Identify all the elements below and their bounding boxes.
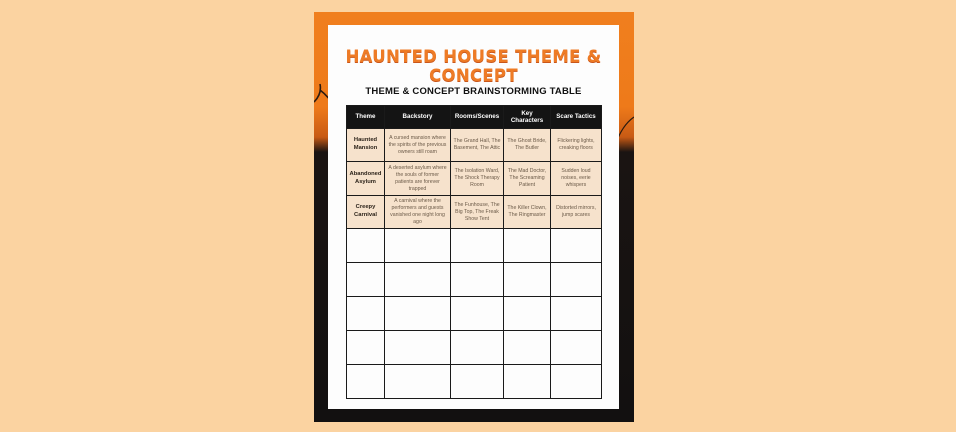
characters-cell: The Mad Doctor, The Screaming Patient [504,162,551,195]
backstory-cell: A deserted asylum where the souls of former patients are forever trapped [385,162,451,195]
empty-cell [451,229,504,263]
table-row-empty [347,229,602,263]
empty-cell [551,263,602,297]
header-theme: Theme [347,106,385,129]
rooms-cell: The Grand Hall, The Basement, The Attic [451,129,504,162]
empty-cell [347,263,385,297]
theme-cell: Creepy Carnival [347,195,385,228]
characters-cell: The Killer Clown, The Ringmaster [504,195,551,228]
table-row [347,129,602,162]
table-header-row [347,106,602,129]
table-row-empty [347,297,602,331]
page-subtitle: THEME & CONCEPT BRAINSTORMING TABLE [365,86,582,97]
page-frame [314,12,634,422]
header-scare-tactics: Scare Tactics [551,106,602,129]
table-row-empty [347,365,602,399]
theme-cell: Abandoned Asylum [347,162,385,195]
page-title: HAUNTED HOUSE THEME & CONCEPT [345,47,602,85]
empty-cell [504,365,551,399]
empty-cell [551,297,602,331]
scare-tactics-cell: Sudden loud noises, eerie whispers [551,162,602,195]
empty-cell [347,229,385,263]
table-row [347,195,602,228]
empty-cell [347,331,385,365]
header-key-characters: Key Characters [504,106,551,129]
empty-cell [385,297,451,331]
brainstorming-table [346,105,602,399]
scare-tactics-cell: Flickering lights, creaking floors [551,129,602,162]
empty-cell [504,263,551,297]
header-rooms-scenes: Rooms/Scenes [451,106,504,129]
empty-cell [451,263,504,297]
empty-cell [551,331,602,365]
empty-cell [451,297,504,331]
empty-cell [347,297,385,331]
header-backstory: Backstory [385,106,451,129]
empty-cell [551,365,602,399]
empty-cell [504,331,551,365]
worksheet-page [328,25,619,409]
empty-cell [504,229,551,263]
empty-cell [504,297,551,331]
characters-cell: The Ghost Bride, The Butler [504,129,551,162]
empty-cell [451,331,504,365]
rooms-cell: The Funhouse, The Big Top, The Freak Show Tent [451,195,504,228]
empty-cell [385,229,451,263]
empty-cell [347,365,385,399]
table-row-empty [347,331,602,365]
scare-tactics-cell: Distorted mirrors, jump scares [551,195,602,228]
backstory-cell: A carnival where the performers and guests vanished one night long ago [385,195,451,228]
empty-cell [385,263,451,297]
empty-cell [451,365,504,399]
empty-cell [385,331,451,365]
empty-cell [385,365,451,399]
theme-cell: Haunted Mansion [347,129,385,162]
table-row-empty [347,263,602,297]
empty-cell [551,229,602,263]
table-row [347,162,602,195]
rooms-cell: The Isolation Ward, The Shock Therapy Room [451,162,504,195]
backstory-cell: A cursed mansion where the spirits of the previous owners still roam [385,129,451,162]
